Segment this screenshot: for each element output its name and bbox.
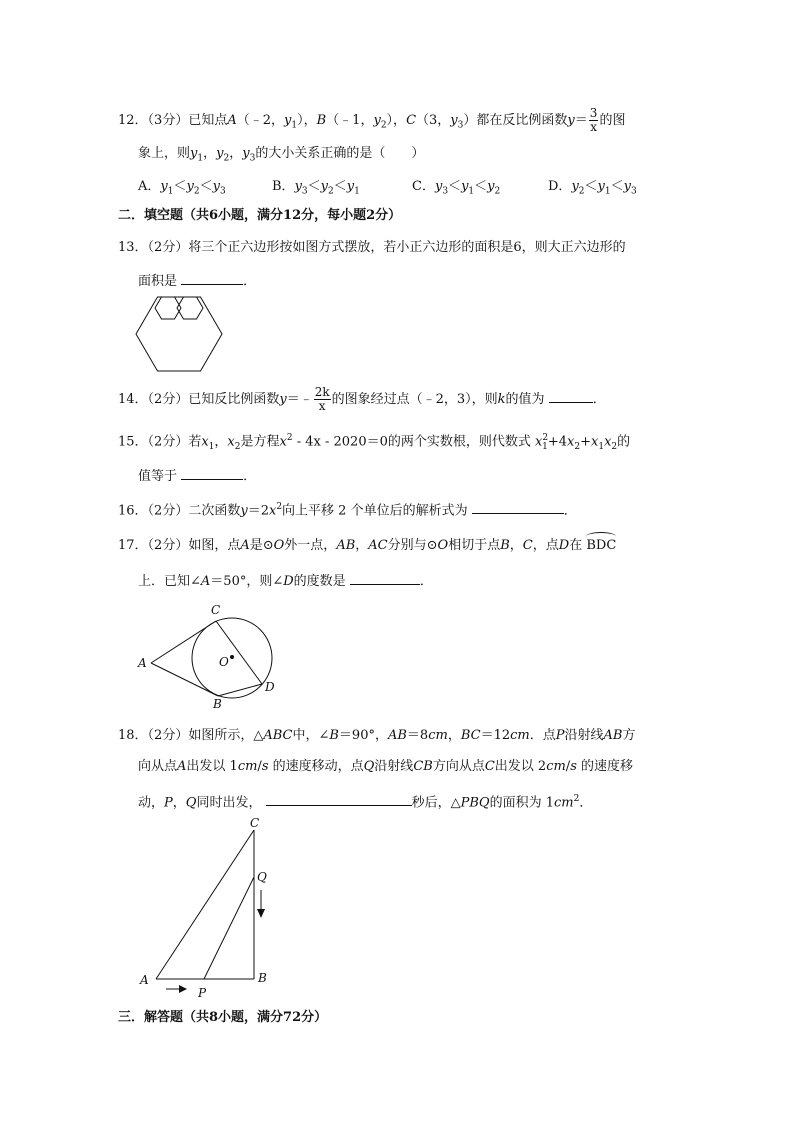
label-q: Q [257, 870, 267, 884]
q18-line2: 向从点A出发以 1cm/s 的速度移动，点Q沿射线CB方向从点C出发以 2cm/s 的速度移 [138, 759, 633, 774]
segment-pq [204, 877, 254, 979]
center-dot [230, 655, 234, 659]
q12-option-a: A．$y_1<y_2<y_3$ [138, 179, 226, 197]
q13-hexagon-figure [136, 294, 226, 374]
label-b: B [258, 971, 267, 985]
answer-blank[interactable] [181, 271, 243, 285]
q12-line2: 象上，则$y_1$，$y_2$，$y_3$的大小关系正确的是（ ） [138, 146, 425, 164]
q14-line: 14．（2分）已知反比例函数y＝﹣ $\frac{2k}{x}$ 的图象经过点（﹣2，3），则k的值为 ． [118, 385, 606, 413]
answer-blank[interactable] [350, 571, 420, 585]
side-ac [156, 830, 254, 979]
answer-blank[interactable] [181, 466, 243, 480]
q17-line2: 上．已知∠A＝50°，则∠D的度数是 ． [138, 571, 433, 591]
answer-blank[interactable] [266, 792, 412, 806]
q12-option-b: B．$y_3<y_2<y_1$ [272, 179, 360, 197]
arrow-right-icon [179, 985, 187, 993]
label-b: B [213, 697, 222, 711]
q17-circle-figure [136, 600, 286, 712]
arrow-down-icon [257, 909, 265, 918]
tangent-ac [151, 621, 216, 663]
label-a: A [138, 656, 147, 670]
label-a: A [140, 973, 149, 987]
q12-fraction: $\frac{3}{x}$ [589, 106, 598, 134]
q18-line3: 动，P，Q同时出发， 秒后，△PBQ的面积为 $1cm^2$． [138, 794, 593, 811]
q12-line1: 12．（3分）已知点A（﹣2，$y_1$），B（﹣1，$y_2$），C（3，$y_3$）都在反比例函数y＝ $\frac{3}{x}$ 的图 [118, 106, 626, 134]
tangent-ab [151, 663, 218, 696]
q16-line: 16．（2分）二次函数$y=2x^2$向上平移 2 个单位后的解析式为 ． [118, 502, 577, 519]
q13-line1: 13．（2分）将三个正六边形按如图方式摆放，若小正六边形的面积是6，则大正六边形的 [118, 240, 626, 255]
arc-bdc: BDC [586, 538, 617, 553]
q18-triangle-figure [136, 814, 276, 1000]
q18-line1: 18．（2分）如图所示，△ABC中，∠B＝90°，AB＝8cm，BC＝12cm．点P沿射线AB方 [118, 728, 636, 743]
section-heading-solutions: 三．解答题（共8小题，满分72分） [118, 1010, 328, 1025]
label-c: C [211, 603, 221, 617]
q17-line1: 17．（2分）如图，点A是⊙O外一点，AB，AC分别与⊙O相切于点B，C，点D在 BDC [118, 538, 617, 553]
large-hexagon [136, 297, 222, 371]
label-p: P [198, 986, 207, 1000]
label-c: C [250, 816, 260, 830]
answer-blank[interactable] [549, 389, 593, 403]
label-o: O [219, 655, 229, 669]
q12-option-c: C．$y_3<y_1<y_2$ [412, 179, 501, 197]
label-d: D [265, 680, 275, 694]
q13-line2: 面积是 ． [138, 271, 256, 291]
q14-fraction: $\frac{2k}{x}$ [314, 385, 330, 413]
q15-line1: 15．（2分）若$x_1$，$x_2$是方程$x^2 - 4x - 2020=0$的两个实数根，则代数式 $x^2_1+4x_2+x_1x_2$的 [118, 433, 631, 452]
q15-line2: 值等于 ． [138, 466, 256, 486]
answer-blank[interactable] [472, 500, 564, 514]
section-heading-fill-in: 二．填空题（共6小题，满分12分，每小题2分） [118, 208, 402, 223]
q12-option-d: D．$y_2<y_1<y_3$ [548, 179, 637, 197]
chord-cd [216, 621, 262, 684]
